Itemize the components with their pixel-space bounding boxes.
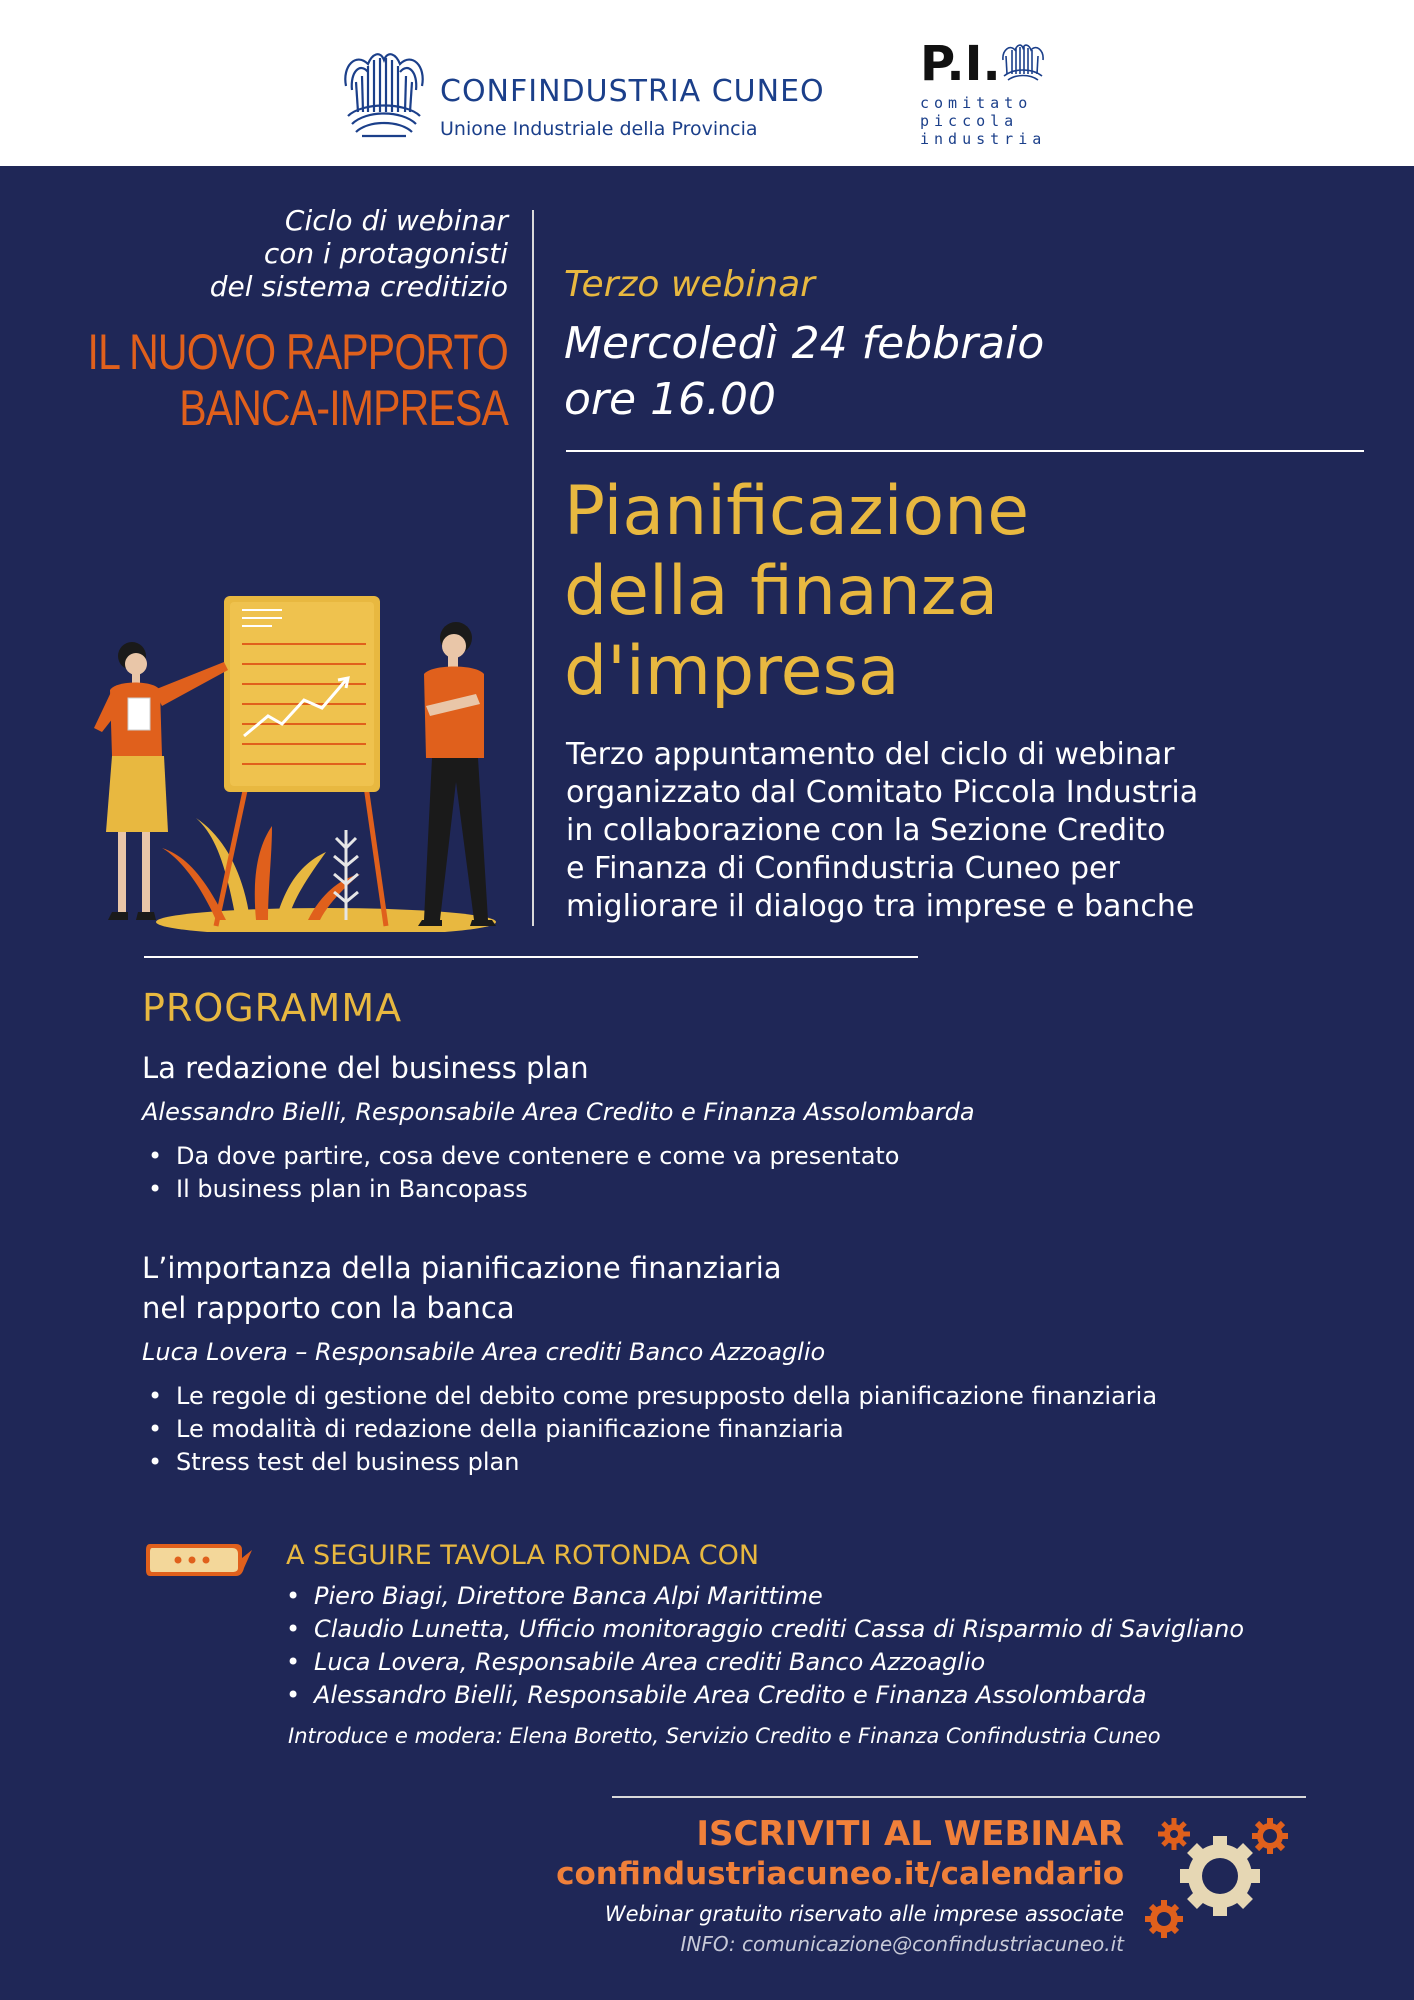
list-item: • Alessandro Bielli, Responsabile Area Credito e Finanza Assolombarda <box>284 1679 1244 1712</box>
title-line: d'impresa <box>564 632 900 711</box>
topic-title-line: nel rapporto con la banca <box>142 1291 515 1325</box>
piccola-industria-logo <box>918 36 1058 152</box>
event-date <box>564 316 1044 428</box>
topic-bullets <box>142 1380 1157 1479</box>
eagle-logo-icon <box>338 46 430 138</box>
moderator-note: Introduce e modera: Elena Boretto, Servizio Credito e Finanza Confindustria Cuneo <box>288 1724 1161 1748</box>
list-item: • Le modalità di redazione della pianificazione finanziaria <box>142 1413 1157 1446</box>
main-panel <box>0 166 1414 2000</box>
title-line: Pianificazione <box>564 472 1030 551</box>
confindustria-logo <box>338 46 825 142</box>
date-line: Mercoledì 24 febbraio <box>564 318 1045 369</box>
intro-line: e Finanza di Confindustria Cuneo per <box>566 851 1120 886</box>
webinar-title <box>564 472 1384 712</box>
topic-speaker: Alessandro Bielli, Responsabile Area Credito e Finanza Assolombarda <box>142 1098 975 1126</box>
divider <box>566 450 1364 452</box>
list-item: • Il business plan in Bancopass <box>142 1173 900 1206</box>
intro-line: Terzo appuntamento del ciclo di webinar <box>566 737 1175 772</box>
intro-line: organizzato dal Comitato Piccola Industria <box>566 775 1199 810</box>
topic-bullets <box>142 1140 900 1206</box>
topic-title <box>142 1248 782 1328</box>
topic-title-line: L’importanza della pianificazione finanziaria <box>142 1251 782 1285</box>
chat-bubble-icon <box>144 1540 254 1586</box>
intro-line: migliorare il dialogo tra imprese e banche <box>566 889 1195 924</box>
list-item: • Claudio Lunetta, Ufficio monitoraggio crediti Cassa di Risparmio di Savigliano <box>284 1613 1244 1646</box>
list-item: • Luca Lovera, Responsabile Area crediti Banco Azzoaglio <box>284 1646 1244 1679</box>
free-webinar-note: Webinar gratuito riservato alle imprese associate <box>604 1902 1124 1926</box>
topic-speaker: Luca Lovera – Responsabile Area crediti Banco Azzoaglio <box>142 1338 826 1366</box>
list-item: • Stress test del business plan <box>142 1446 1157 1479</box>
register-headline[interactable]: ISCRIVITI AL WEBINAR <box>696 1814 1124 1854</box>
pi-line-1: comitato <box>920 94 1033 112</box>
topic-title: La redazione del business plan <box>142 1051 589 1085</box>
eagle-logo-icon <box>1000 42 1046 82</box>
series-tagline <box>48 204 508 303</box>
pi-line-3: industria <box>920 130 1047 148</box>
pi-line-2: piccola <box>920 112 1019 130</box>
register-link[interactable]: confindustriacuneo.it/calendario <box>556 1856 1124 1892</box>
org-subtitle: Unione Industriale della Provincia <box>440 118 758 140</box>
tagline-line: Ciclo di webinar <box>284 204 508 237</box>
divider <box>144 956 918 958</box>
series-title-line: IL NUOVO RAPPORTO <box>87 324 509 380</box>
programma-heading: PROGRAMMA <box>142 986 403 1030</box>
info-email[interactable]: INFO: comunicazione@confindustriacuneo.it <box>680 1932 1124 1956</box>
edition-label: Terzo webinar <box>564 264 815 305</box>
participants-list <box>284 1580 1244 1712</box>
title-line: della finanza <box>564 552 999 631</box>
series-title <box>49 324 508 436</box>
tagline-line: del sistema creditizio <box>209 270 508 303</box>
series-title-line: BANCA-IMPRESA <box>179 380 509 436</box>
pi-mark: P.I. <box>920 36 1001 92</box>
intro-line: in collaborazione con la Sezione Credito <box>566 813 1166 848</box>
gears-icon <box>1140 1812 1290 1942</box>
org-name: CONFINDUSTRIA CUNEO <box>440 74 825 109</box>
time-line: ore 16.00 <box>564 374 777 425</box>
presentation-illustration <box>76 586 506 932</box>
header <box>0 0 1414 166</box>
divider <box>612 1796 1306 1798</box>
list-item: • Piero Biagi, Direttore Banca Alpi Marittime <box>284 1580 1244 1613</box>
vertical-divider <box>532 210 534 926</box>
list-item: • Le regole di gestione del debito come presupposto della pianificazione finanziaria <box>142 1380 1157 1413</box>
tagline-line: con i protagonisti <box>263 237 508 270</box>
round-table-heading: A SEGUIRE TAVOLA ROTONDA CON <box>286 1540 760 1571</box>
intro-text <box>566 736 1386 926</box>
list-item: • Da dove partire, cosa deve contenere e come va presentato <box>142 1140 900 1173</box>
